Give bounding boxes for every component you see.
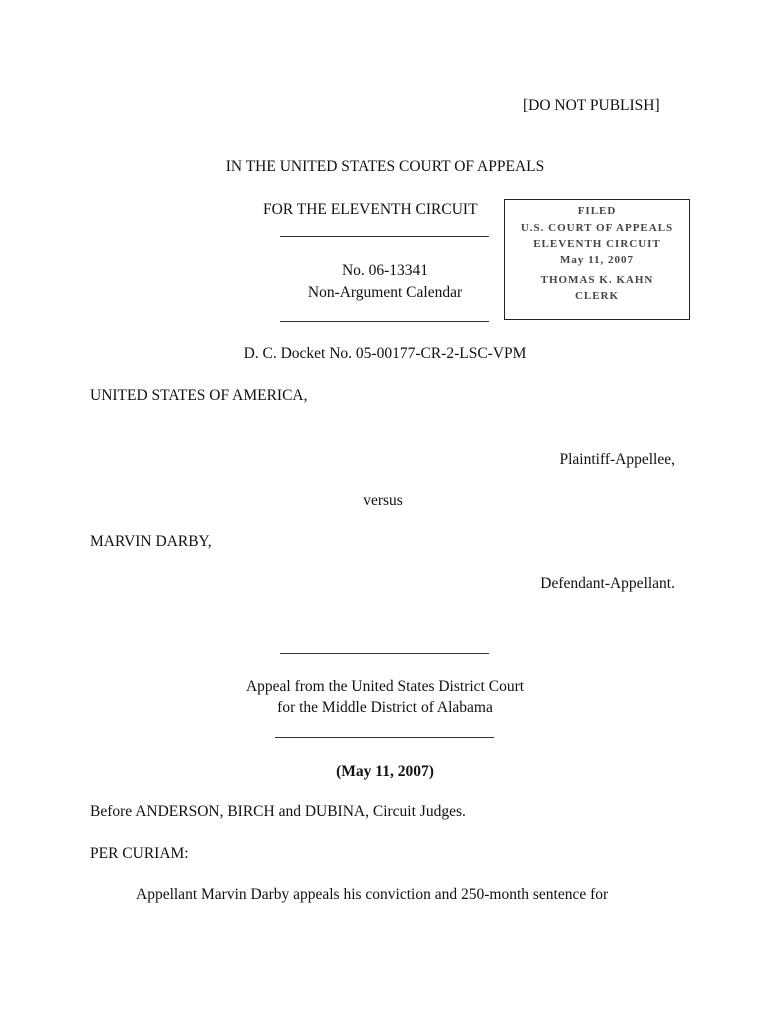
stamp-clerk-name: THOMAS K. KAHN <box>540 274 654 286</box>
versus-label: versus <box>363 492 403 509</box>
plaintiff-name: UNITED STATES OF AMERICA, <box>90 387 308 404</box>
publish-notice: [DO NOT PUBLISH] <box>523 97 660 114</box>
decision-date: (May 11, 2007) <box>336 763 434 780</box>
divider-case <box>280 321 489 322</box>
stamp-court: U.S. COURT OF APPEALS <box>520 222 674 234</box>
court-title: IN THE UNITED STATES COURT OF APPEALS <box>225 158 545 175</box>
filed-stamp <box>504 199 690 320</box>
divider-top <box>280 236 489 237</box>
case-number: No. 06-13341 <box>341 262 429 279</box>
appeal-line-1: Appeal from the United States District Court <box>245 678 525 695</box>
divider-parties <box>280 653 489 654</box>
stamp-filed: FILED <box>577 205 617 217</box>
stamp-clerk-title: CLERK <box>574 290 620 302</box>
panel-judges: Before ANDERSON, BIRCH and DUBINA, Circuit Judges. <box>90 803 466 820</box>
stamp-circuit: ELEVENTH CIRCUIT <box>533 238 661 250</box>
docket-number: D. C. Docket No. 05-00177-CR-2-LSC-VPM <box>243 345 527 362</box>
appeal-line-2: for the Middle District of Alabama <box>277 699 493 716</box>
defendant-name: MARVIN DARBY, <box>90 533 212 550</box>
plaintiff-role: Plaintiff-Appellee, <box>559 451 675 468</box>
opinion-opening-line: Appellant Marvin Darby appeals his conviction and 250-month sentence for <box>136 886 609 903</box>
defendant-role: Defendant-Appellant. <box>540 575 675 592</box>
circuit-title: FOR THE ELEVENTH CIRCUIT <box>263 201 478 218</box>
per-curiam-label: PER CURIAM: <box>90 845 189 862</box>
stamp-date: May 11, 2007 <box>559 254 635 266</box>
case-calendar: Non-Argument Calendar <box>307 284 463 301</box>
divider-appeal <box>275 737 494 738</box>
